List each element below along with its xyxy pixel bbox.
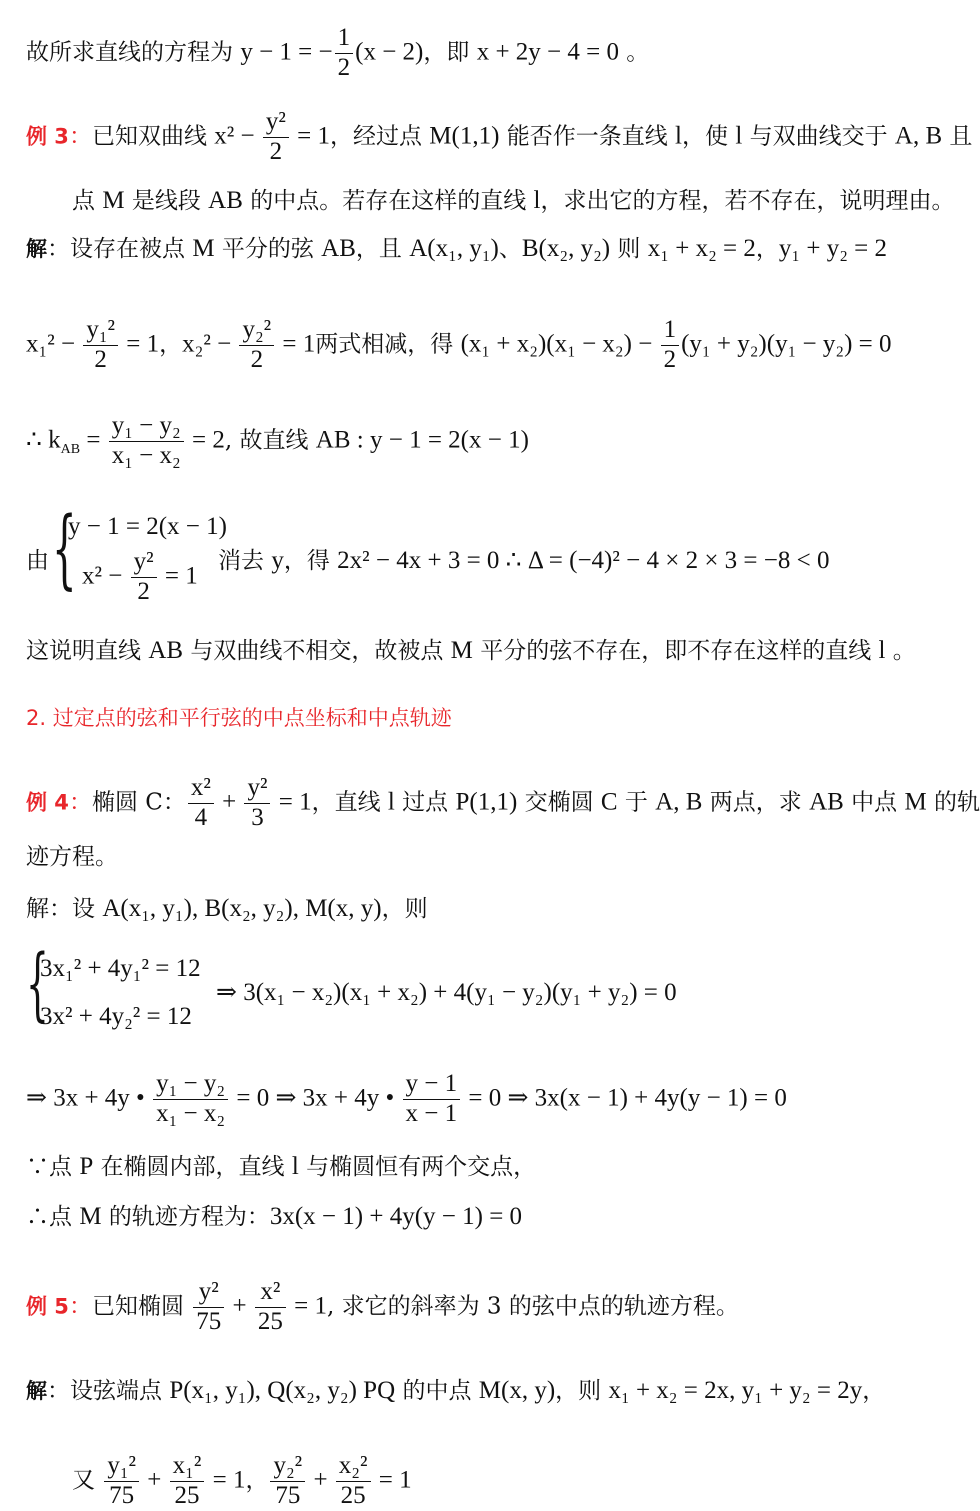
text: ，使 (682, 123, 736, 150)
text: ，得 (283, 548, 338, 574)
text: 点 (72, 188, 103, 214)
numerator: y₁ − y₂ (109, 412, 184, 442)
text: 能否作一条直线 (499, 123, 676, 150)
numerator: y₂² (270, 1452, 305, 1482)
colon: ： (68, 123, 92, 150)
text: 则 (610, 236, 648, 262)
solution-4-line-1 (26, 896, 428, 921)
numerator: x₁² (170, 1452, 205, 1482)
solution-label: 解 (26, 237, 47, 261)
text: 故所求直线的方程为 (26, 39, 241, 66)
numerator: y² (131, 548, 157, 578)
math: = 1 (272, 788, 312, 816)
math: 2x² − 4x + 3 = 0 ∴ Δ = (−4)² − 4 × 2 × 3 = −8 < 0 (337, 547, 830, 574)
text: 椭圆 C： (91, 789, 186, 816)
system-result (218, 548, 829, 573)
fraction (131, 548, 157, 607)
math: C (600, 788, 618, 816)
solution-5-line-1 (26, 1378, 885, 1403)
solution-3-line-2 (26, 316, 892, 375)
fraction (153, 1070, 228, 1129)
example-label: 例 4 (26, 790, 69, 815)
math: M (450, 637, 473, 664)
denominator: x − 1 (405, 1099, 458, 1127)
fraction (104, 1452, 139, 1511)
math: x₁² − (26, 330, 82, 358)
text: 过点 (394, 789, 456, 816)
text: 在椭圆内部，直线 (93, 1154, 292, 1180)
math: M (102, 187, 125, 214)
fraction (336, 1452, 371, 1511)
denominator: 3 (251, 803, 264, 831)
text: 平分的弦 (214, 236, 322, 262)
solution-3-line-1 (26, 236, 887, 261)
math: = (80, 426, 107, 454)
text: 已知椭圆 (91, 1293, 192, 1320)
solution-5-line-2 (72, 1452, 412, 1511)
text: 于 (617, 789, 656, 816)
system-row-1: y − 1 = 2(x − 1) (68, 513, 227, 540)
left-brace: { (26, 937, 49, 1030)
solution-3-system (26, 499, 966, 610)
numerator: y₁² (83, 316, 118, 346)
denominator: 2 (663, 345, 677, 373)
math: P(1,1) (455, 788, 518, 816)
fraction (255, 1278, 286, 1337)
example-4-statement-cont: 迹方程。 (26, 844, 118, 870)
math: M(x, y) (478, 1377, 556, 1404)
math: l (675, 122, 682, 150)
math: l (387, 788, 395, 816)
math: M (192, 235, 215, 262)
equation: (x − 2) (355, 38, 424, 66)
math: x₁ + x₂ = 2 (647, 235, 756, 262)
fraction (193, 1278, 224, 1337)
math: y (271, 547, 284, 574)
denominator: 75 (109, 1481, 135, 1509)
solution-4-line-3 (26, 1070, 787, 1129)
example-5-statement (26, 1278, 739, 1337)
denominator: 2 (250, 345, 264, 373)
math: (x₁ + x₂)(x₁ − x₂) − (460, 330, 659, 358)
solution-3-line-3 (26, 412, 529, 471)
math: l (735, 122, 743, 150)
math: (y₁ + y₂)(y₁ − y₂) = 0 (681, 330, 892, 358)
math: = 1 (276, 330, 316, 358)
text: 两点，求 (702, 789, 810, 816)
section-heading: 2. 过定点的弦和平行弦的中点坐标和中点轨迹 (26, 706, 452, 730)
text: 与双曲线交于 (742, 123, 895, 150)
example-4-statement (26, 774, 980, 833)
text: 这说明直线 (26, 638, 149, 664)
denominator: 2 (94, 345, 107, 373)
math: M (79, 1203, 102, 1230)
math: x² − (82, 562, 129, 590)
colon: ： (47, 236, 70, 262)
text: 又 (72, 1467, 103, 1494)
math: AB : y − 1 = 2(x − 1) (315, 426, 529, 454)
numerator: x₂² (336, 1452, 371, 1482)
math: l (291, 1153, 299, 1180)
math: B(x₂, y₂) (521, 235, 611, 262)
math: P (79, 1153, 94, 1180)
text: ， (245, 1467, 269, 1494)
math: = 1 (120, 330, 160, 358)
math: AB (208, 187, 243, 214)
numerator: y₁² (104, 1452, 139, 1482)
math: A, B (894, 122, 943, 150)
text: 。 (885, 638, 916, 664)
text: 已知双曲线 (91, 123, 215, 150)
numerator: y² (193, 1278, 224, 1308)
math: + (226, 1292, 253, 1320)
math: A(x₁, y₁), B(x₂, y₂), M(x, y) (102, 895, 382, 922)
text: ∴点 (26, 1204, 80, 1230)
text: ， (159, 331, 183, 358)
solution-4-line-5 (26, 1204, 522, 1229)
fraction (83, 316, 118, 375)
fraction (263, 108, 289, 167)
math: = 1 (206, 1466, 246, 1494)
text: 的中点。若存在这样的直线 (242, 188, 534, 214)
text: ，即 (423, 39, 477, 66)
text: ， (862, 1378, 886, 1404)
text: , 求它的斜率为 3 的弦中点的轨迹方程。 (326, 1293, 739, 1320)
math: ⇒ 3(x₁ − x₂)(x₁ + x₂) + 4(y₁ − y₂)(y₁ + y₂) = 0 (216, 979, 677, 1006)
text: 与双曲线不相交，故被点 (183, 638, 451, 664)
numerator: y² (244, 774, 270, 804)
numerator: y² (263, 108, 289, 138)
text: 的轨 (926, 789, 980, 816)
text: 。 (619, 39, 650, 66)
text: 与椭圆恒有两个交点， (298, 1154, 537, 1180)
example-label: 例 3 (26, 124, 69, 149)
fraction (403, 1070, 461, 1129)
solution-label: 解 (26, 1379, 47, 1403)
solution-3-conclusion (26, 638, 916, 663)
text: ，且 (355, 236, 410, 262)
text: 且 (942, 123, 973, 150)
math: = 1 (372, 1466, 412, 1494)
math: AB (148, 637, 184, 664)
numerator: x² (255, 1278, 286, 1308)
text: 平分的弦不存在，即不存在这样的直线 (472, 638, 879, 664)
system-row-1: 3x₁² + 4y₁² = 12 (40, 955, 201, 982)
system-row-2 (82, 548, 198, 607)
denominator: 25 (257, 1307, 283, 1335)
fraction (661, 316, 680, 375)
fraction (335, 24, 354, 83)
text: 两式相减，得 (315, 331, 461, 358)
text: 交椭圆 (517, 789, 601, 816)
math: AB (321, 235, 356, 262)
text: 是线段 (124, 188, 209, 214)
math: + (307, 1466, 334, 1494)
text: ，经过点 (329, 123, 430, 150)
text: ，则 (555, 1378, 609, 1404)
math: x² − (214, 122, 261, 150)
fraction (188, 774, 214, 833)
denominator: 2 (269, 137, 283, 165)
math: M(1,1) (429, 122, 500, 150)
text: ∵点 (26, 1154, 80, 1180)
denominator: x₁ − x₂ (111, 441, 181, 469)
math: l (533, 187, 541, 214)
text: 中点 (843, 789, 905, 816)
equation: x + 2y − 4 = 0 (476, 38, 619, 66)
fraction (244, 774, 270, 833)
text: 设弦端点 (70, 1378, 170, 1404)
text: 、 (498, 236, 522, 262)
math: x₂² − (182, 330, 238, 358)
equation: y − 1 = − (240, 38, 333, 66)
math: = 0 ⇒ 3x(x − 1) + 4y(y − 1) = 0 (462, 1084, 787, 1112)
math: A(x₁, y₁) (409, 235, 499, 262)
denominator: x₁ − x₂ (156, 1099, 226, 1127)
numerator: y₂² (239, 316, 274, 346)
text: 由 (26, 548, 49, 574)
math: AB (809, 788, 844, 816)
example-label: 例 5 (26, 1294, 69, 1319)
text: ，直线 (311, 789, 388, 816)
text: , 故直线 (224, 427, 316, 454)
text: 的轨迹方程为： (101, 1204, 270, 1230)
denominator: 75 (196, 1307, 222, 1335)
math: x₁ + x₂ = 2x, y₁ + y₂ = 2y (608, 1377, 863, 1404)
math: = 0 ⇒ 3x + 4y • (230, 1084, 401, 1112)
numerator: 1 (661, 316, 680, 346)
math: P(x₁, y₁), Q(x₂, y₂) PQ (169, 1377, 396, 1404)
math: = 1 (290, 122, 330, 150)
text: 设存在被点 (70, 236, 193, 262)
numerator: y₁ − y₂ (153, 1070, 228, 1100)
system-row-2: 3x² + 4y₂² = 12 (40, 1003, 192, 1030)
conclusion-line (26, 24, 649, 83)
math: y₁ + y₂ = 2 (778, 235, 888, 262)
numerator: y − 1 (403, 1070, 461, 1100)
math: ∴ k (26, 426, 61, 454)
fraction (270, 1452, 305, 1511)
colon: ： (68, 789, 92, 816)
colon: ： (47, 1378, 70, 1404)
math: + (141, 1466, 168, 1494)
numerator: 1 (335, 24, 354, 54)
math: ⇒ 3x + 4y • (26, 1084, 152, 1112)
math: + (215, 788, 243, 816)
example-3-statement (26, 108, 972, 167)
math: l (878, 637, 886, 664)
math: 3x(x − 1) + 4y(y − 1) = 0 (269, 1203, 523, 1230)
denominator: 75 (275, 1481, 301, 1509)
subscript: AB (60, 441, 81, 457)
text: ， (755, 236, 779, 262)
math: A, B (655, 788, 703, 816)
denominator: 2 (137, 577, 150, 605)
fraction (239, 316, 274, 375)
denominator: 2 (337, 53, 351, 81)
colon: ： (68, 1293, 92, 1320)
solution-4-line-4 (26, 1154, 536, 1179)
left-brace: { (52, 499, 77, 599)
math: = 2 (185, 426, 225, 454)
solution-4-system (26, 937, 966, 1038)
numerator: x² (188, 774, 214, 804)
fraction (170, 1452, 205, 1511)
text: 解：设 (26, 896, 103, 922)
text: 消去 (218, 548, 272, 574)
text: ，求出它的方程，若不存在，说明理由。 (540, 188, 955, 214)
denominator: 4 (194, 803, 208, 831)
example-3-statement-cont (72, 188, 954, 213)
denominator: 25 (174, 1481, 200, 1509)
math: M (904, 788, 927, 816)
fraction (109, 412, 184, 471)
text: ，则 (381, 896, 428, 922)
text: 的中点 (395, 1378, 479, 1404)
denominator: 25 (340, 1481, 366, 1509)
math: = 1 (158, 562, 198, 590)
math: = 1 (287, 1292, 327, 1320)
